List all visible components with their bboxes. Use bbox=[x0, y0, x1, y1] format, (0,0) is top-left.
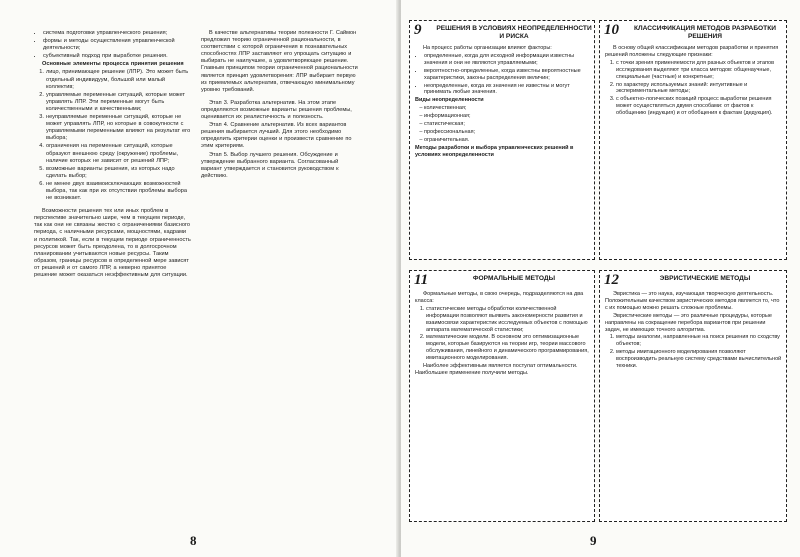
card-title: ЭВРИСТИЧЕСКИЕ МЕТОДЫ bbox=[659, 275, 751, 282]
card-list bbox=[415, 105, 590, 144]
card-body bbox=[605, 291, 782, 517]
card-list-item: – информационная; bbox=[424, 113, 590, 120]
card-list-item: 2. по характеру используемых знаний: интуитивные и экспериментальные методы; bbox=[616, 82, 782, 96]
body-paragraph: Возможности решения тех или иных проблем в перспективе значительно шире, чем в текущем периоде, так как они не связаны жестко с ограничениями базисного периода, с наличными ресурсами, мощностями, кадрами и политикой. Так, если в текущем периоде ограниченность ресурсов может быть преодолена, то в долгосрочном планировании учитываются новые ресурсы. Таким образом, границы ресурсов в определенной мере зависят от решений и от самого ЛПР, а неверно принятое решение может оказаться неэффективным для ситуации. bbox=[34, 208, 191, 278]
card-list-item: 1. с точки зрения применяемости для разных объектов и этапов исследования выделяют три класса методов: общенаучные, специальные (частные) и конкретные; bbox=[616, 60, 782, 81]
card-list-item: • неопределенные, когда их значения не известны и могут принимать любые значения. bbox=[424, 83, 590, 97]
card-paragraph: Эвристические методы — это различные процедуры, которые направлены на сокращение перебора вариантов при решении задач, не имеющих точного алгоритма. bbox=[605, 312, 772, 333]
card-list-item: – статистическая; bbox=[424, 121, 590, 128]
body-paragraph: Этап 3. Разработка альтернатив. На этом этапе определяются возможные варианты решения проблемы, оценивается их реалистичность и полезность. bbox=[201, 99, 352, 121]
card-intro: В основу общей классификации методов разработки и принятия решений положены следующие признаки: bbox=[605, 45, 779, 58]
card-body bbox=[415, 291, 590, 517]
card-body bbox=[415, 45, 590, 255]
intro-item: • формы и методы осуществления управленческой деятельности; bbox=[43, 38, 191, 52]
element-item: 2. управляемые переменные ситуаций, которые может управлять ЛПР. Эти переменные могут быть количественными и качественными; bbox=[46, 92, 191, 113]
card-9 bbox=[409, 20, 595, 260]
card-list bbox=[415, 53, 590, 96]
intro-item: • система подготовки управленческого решения; bbox=[43, 30, 191, 37]
card-intro: На процесс работы организации влияют факторы: bbox=[423, 45, 552, 51]
card-list-item: – ограничительная. bbox=[424, 137, 590, 144]
elements-list bbox=[34, 69, 191, 202]
body-paragraph: Этап 5. Выбор лучшего решения. Обсуждение и утверждение выбранного варианта. Согласованный вариант утверждается и становится руководством к действию. bbox=[201, 151, 339, 179]
card-list bbox=[605, 60, 782, 117]
section-heading: Основные элементы процесса принятия решения bbox=[42, 61, 184, 68]
card-list-item: – профессиональная; bbox=[424, 129, 590, 136]
card-10 bbox=[599, 20, 787, 260]
card-list-item: 3. с объектно-логических позиций процесс выработки решения может осуществляться двумя способами: от фактов к обобщению (индукция) и от обобщения к фактам (дедукция). bbox=[616, 96, 782, 117]
card-intro: Формальные методы, в свою очередь, подразделяются на два класса: bbox=[415, 291, 584, 304]
card-number: 11 bbox=[414, 272, 429, 288]
card-outro: Наиболее эффективным является постулат оптимальности. Наибольшее применение получили методы. bbox=[415, 363, 578, 376]
card-list-item: • определенные, когда для исходной информации известны значения и они не являются управляемыми; bbox=[424, 53, 590, 67]
card-intro: Эвристика — это наука, изучающая творческую деятельность. Положительным качеством эвристических методов является то, что с их помощью можно решать сложные проблемы. bbox=[605, 291, 780, 311]
page-number: 9 bbox=[590, 533, 597, 548]
element-item: 6. не менее двух взаимоисключающих возможностей выбора, так как при их отсутствии проблемы выбора не возникает. bbox=[46, 181, 191, 202]
card-list bbox=[415, 306, 590, 362]
card-list bbox=[605, 334, 782, 370]
card-subheading: Методы разработки и выбора управленческих решений в условиях неопределенности bbox=[415, 144, 574, 158]
element-item: 5. возможные варианты решения, из которых надо сделать выбор; bbox=[46, 166, 191, 180]
card-list-item: 1. методы аналогии, направленные на поиск решения по сходству объектов; bbox=[616, 334, 782, 348]
card-title: ФОРМАЛЬНЫЕ МЕТОДЫ bbox=[472, 275, 556, 282]
left-page-column-1 bbox=[34, 30, 191, 500]
intro-item: • субъективный подход при выработке решения. bbox=[43, 53, 191, 60]
card-title: РЕШЕНИЯ В УСЛОВИЯХ НЕОПРЕДЕЛЕННОСТИ И РИСКА bbox=[436, 25, 592, 40]
element-item: 4. ограничения на переменные ситуаций, которые образуют внешнюю среду (окружение) проблемы, наличие которых не зависит от решений ЛПР; bbox=[46, 143, 191, 164]
card-title: КЛАССИФИКАЦИЯ МЕТОДОВ РАЗРАБОТКИ РЕШЕНИЯ bbox=[634, 25, 776, 40]
card-number: 12 bbox=[604, 272, 619, 288]
card-list-item: 1. статистические методы обработки количественной информации позволяют выявить закономерности развития и взаимосвязи характеристик исследуемых объектов с помощью аппарата математической статистики; bbox=[426, 306, 590, 334]
card-body bbox=[605, 45, 782, 255]
body-paragraph: Этап 4. Сравнение альтернатив. Из всех вариантов решения выбирается лучший. Для этого необходимо определить критерии оценки и произвести сравнение по этим критериям. bbox=[201, 122, 352, 150]
intro-list bbox=[34, 30, 191, 60]
element-item: 1. лицо, принимающее решение (ЛПР). Это может быть отдельный индивидуум, большой или малый коллектив; bbox=[46, 69, 191, 90]
card-list-item: – количественная; bbox=[424, 105, 590, 112]
card-list-item: 2. математические модели. В основном это оптимизационные модели, которые базируются на теории игр, теории массового обслуживания, линейного и динамического программирования, имитационного моделирования. bbox=[426, 334, 590, 362]
card-11 bbox=[409, 270, 595, 522]
card-number: 10 bbox=[604, 22, 619, 38]
element-item: 3. неуправляемые переменные ситуаций, которые не может управлять ЛПР, но которые в совокупности с управляемыми переменными влияют на результат его выбора; bbox=[46, 114, 191, 142]
card-12 bbox=[599, 270, 787, 522]
card-list-item: 2. методы имитационного моделирования позволяют воспроизводить реальную систему средствами вычислительной техники. bbox=[616, 349, 782, 370]
right-page bbox=[401, 0, 800, 557]
left-page bbox=[0, 0, 398, 557]
left-page-column-2 bbox=[201, 30, 361, 500]
page-number: 8 bbox=[190, 533, 197, 548]
card-number: 9 bbox=[414, 22, 422, 38]
card-subheading: Виды неопределенности bbox=[415, 97, 484, 104]
card-list-item: • вероятностно-определенные, когда известны вероятностные характеристики, законы распределения величин; bbox=[424, 68, 590, 82]
body-paragraph: В качестве альтернативы теории полезности Г. Саймон предложил теорию ограниченной рациональности, в соответствии с которой ограничения в познавательных способностях ЛПР заставляют его упрощать ситуацию и выбирать не наилучшее, а удовлетворяющее решение. Главным принципом теории ограниченной рациональности является принцип удовлетворения: ЛПР выбирает первую из приемлемых альтернатив, отвечающую минимальному уровню требований. bbox=[201, 30, 358, 93]
